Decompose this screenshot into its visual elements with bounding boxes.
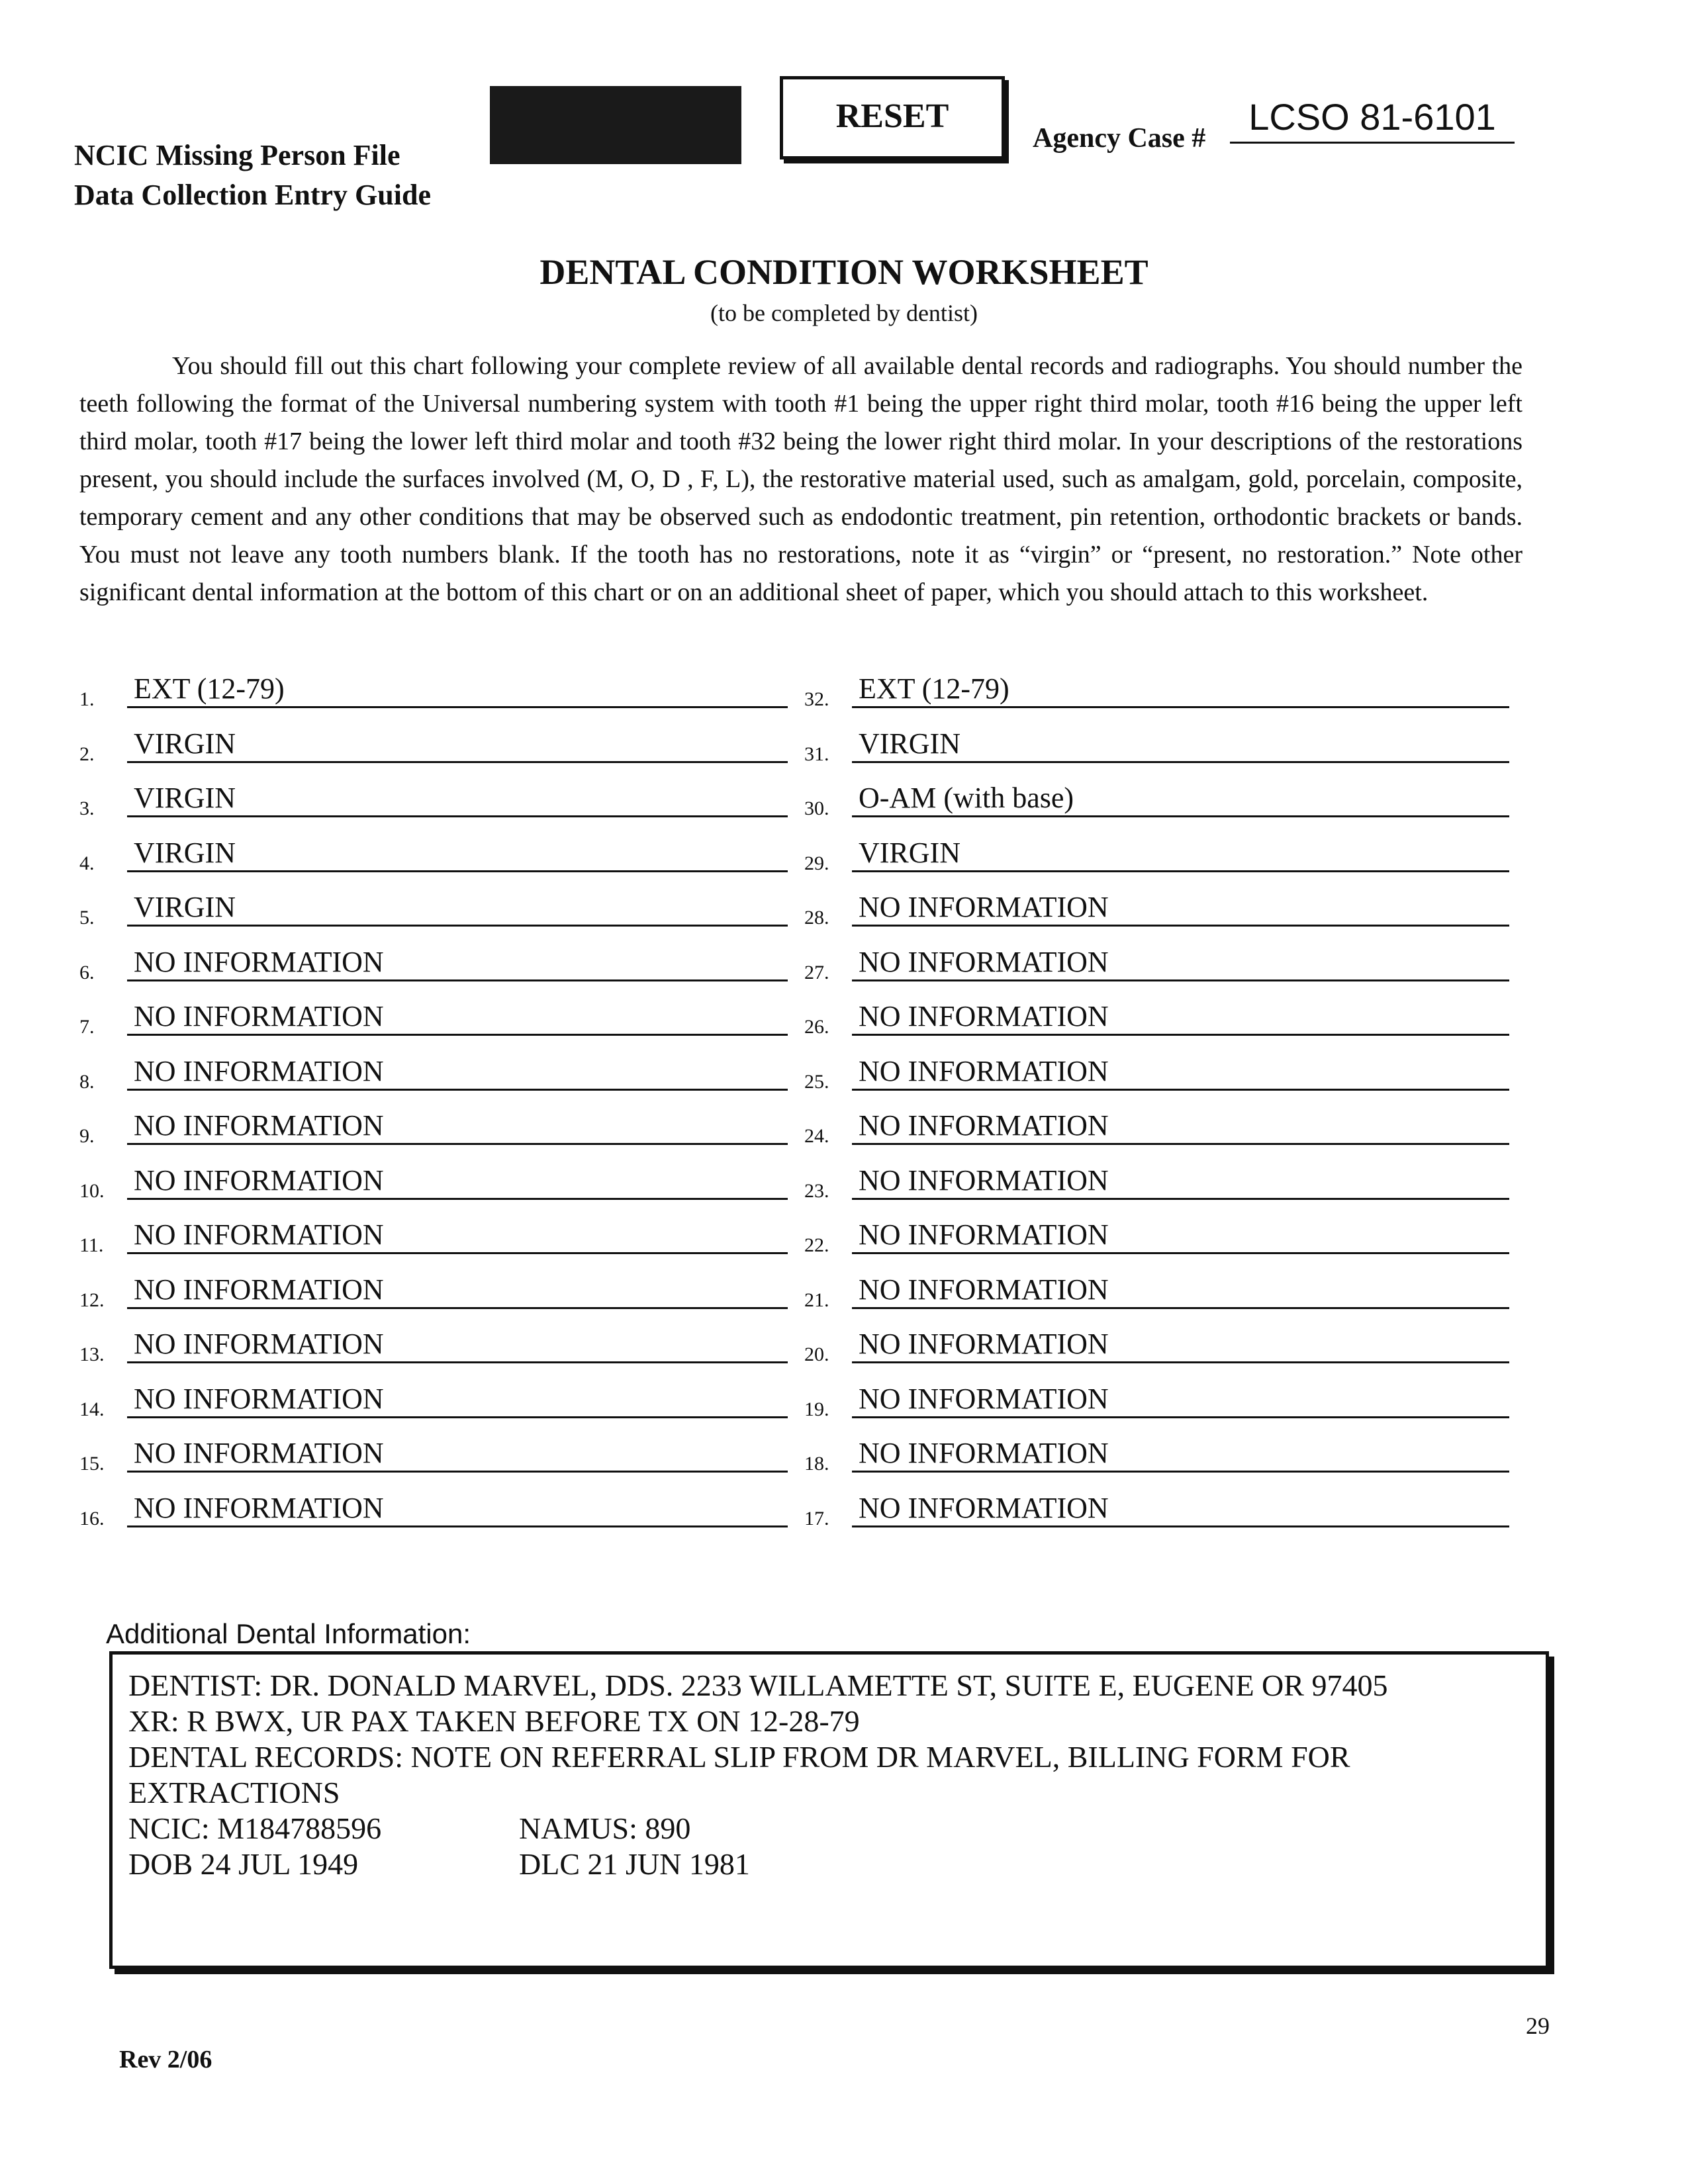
tooth-condition-field[interactable]: NO INFORMATION (127, 1436, 788, 1473)
tooth-number: 31. (804, 743, 829, 765)
form-header-line2: Data Collection Entry Guide (74, 179, 431, 211)
tooth-condition-field[interactable]: NO INFORMATION (127, 1109, 788, 1145)
tooth-number: 13. (79, 1343, 105, 1365)
tooth-row (804, 1324, 1509, 1363)
tooth-number: 11. (79, 1234, 104, 1256)
tooth-condition-field[interactable]: NO INFORMATION (127, 1218, 788, 1254)
tooth-condition-field[interactable]: NO INFORMATION (127, 1491, 788, 1527)
tooth-row (804, 833, 1509, 872)
namus-number: NAMUS: 890 (519, 1811, 691, 1845)
tooth-row (804, 887, 1509, 927)
tooth-row (804, 1379, 1509, 1418)
reset-button[interactable]: RESET (780, 76, 1005, 159)
tooth-condition-field[interactable]: NO INFORMATION (127, 1382, 788, 1418)
tooth-row (804, 723, 1509, 763)
tooth-row (804, 1214, 1509, 1254)
revision-label: Rev 2/06 (119, 2046, 212, 2073)
redaction-block (490, 86, 741, 164)
tooth-number: 20. (804, 1343, 829, 1365)
agency-case-field[interactable]: LCSO 81-6101 (1230, 93, 1515, 144)
instructions (79, 347, 1523, 612)
tooth-condition-field[interactable]: NO INFORMATION (852, 890, 1509, 927)
tooth-row (79, 1051, 788, 1091)
tooth-condition-field[interactable]: NO INFORMATION (127, 945, 788, 981)
tooth-number: 9. (79, 1125, 95, 1147)
tooth-condition-field[interactable]: NO INFORMATION (852, 1218, 1509, 1254)
tooth-row (804, 1051, 1509, 1091)
tooth-condition-field[interactable]: NO INFORMATION (852, 1491, 1509, 1527)
tooth-number: 14. (79, 1398, 105, 1420)
tooth-condition-field[interactable]: NO INFORMATION (852, 1054, 1509, 1091)
date-of-birth: DOB 24 JUL 1949 (128, 1847, 359, 1881)
tooth-number: 21. (804, 1289, 829, 1311)
tooth-row (79, 1379, 788, 1418)
ncic-number: NCIC: M184788596 (128, 1811, 382, 1845)
tooth-row (79, 668, 788, 708)
tooth-number: 16. (79, 1507, 105, 1529)
additional-info-label: Additional Dental Information: (106, 1618, 471, 1649)
tooth-number: 25. (804, 1070, 829, 1093)
tooth-condition-field[interactable]: VIRGIN (852, 727, 1509, 763)
tooth-number: 6. (79, 961, 95, 983)
additional-row-dates (128, 1846, 1530, 1882)
tooth-row (804, 942, 1509, 981)
tooth-row (79, 1433, 788, 1473)
tooth-condition-field[interactable]: NO INFORMATION (852, 1436, 1509, 1473)
tooth-row (804, 1105, 1509, 1145)
tooth-number: 8. (79, 1070, 95, 1093)
tooth-row (804, 1433, 1509, 1473)
tooth-row (79, 1488, 788, 1527)
tooth-number: 15. (79, 1453, 105, 1475)
instructions-text: You should fill out this chart following your complete review of all available dental records and radiographs. You should number the teeth following the format of the Universal numbering system with tooth #1 being the upper right third molar, tooth #16 being the upper left third molar, tooth #17 being the lower left third molar and tooth #32 being the lower right third molar. In your descriptions of the restorations present, you should include the surfaces involved (M, O, D , F, L), the restorative material used, such as amalgam, gold, porcelain, composite, temporary cement and any other conditions that may be observed such as endodontic treatment, pin retention, orthodontic brackets or bands. You must not leave any tooth numbers blank. If the tooth has no restorations, note it as “virgin” or “present, no restoration.” Note other significant dental information at the bottom of this chart or on an additional sheet of paper, which you should attach to this worksheet. (79, 352, 1523, 606)
tooth-row (79, 996, 788, 1036)
tooth-condition-field[interactable]: NO INFORMATION (127, 999, 788, 1036)
tooth-row (804, 1160, 1509, 1200)
tooth-condition-field[interactable]: VIRGIN (127, 727, 788, 763)
tooth-row (804, 778, 1509, 817)
additional-row-ids (128, 1811, 1530, 1846)
tooth-number: 19. (804, 1398, 829, 1420)
tooth-condition-field[interactable]: VIRGIN (852, 836, 1509, 872)
tooth-number: 22. (804, 1234, 829, 1256)
tooth-condition-field[interactable]: O-AM (with base) (852, 781, 1509, 817)
additional-info-field[interactable] (109, 1651, 1549, 1969)
tooth-condition-field[interactable]: NO INFORMATION (852, 1327, 1509, 1363)
tooth-condition-field[interactable]: NO INFORMATION (852, 1382, 1509, 1418)
tooth-number: 4. (79, 852, 95, 874)
form-header (74, 136, 431, 215)
tooth-number: 12. (79, 1289, 105, 1311)
form-header-line1: NCIC Missing Person File (74, 139, 400, 171)
tooth-number: 23. (804, 1179, 829, 1202)
tooth-row (79, 1214, 788, 1254)
tooth-condition-field[interactable]: NO INFORMATION (127, 1273, 788, 1309)
tooth-condition-field[interactable]: NO INFORMATION (852, 945, 1509, 981)
page-number: 29 (1526, 2013, 1550, 2039)
tooth-number: 29. (804, 852, 829, 874)
tooth-number: 10. (79, 1179, 105, 1202)
tooth-condition-field[interactable]: NO INFORMATION (852, 1163, 1509, 1200)
tooth-condition-field[interactable]: NO INFORMATION (127, 1054, 788, 1091)
tooth-row (804, 1488, 1509, 1527)
tooth-row (79, 778, 788, 817)
tooth-condition-field[interactable]: NO INFORMATION (852, 1273, 1509, 1309)
tooth-number: 2. (79, 743, 95, 765)
tooth-number: 24. (804, 1125, 829, 1147)
page-title: DENTAL CONDITION WORKSHEET (539, 252, 1149, 292)
date-last-contact: DLC 21 JUN 1981 (519, 1847, 750, 1881)
tooth-condition-field[interactable]: NO INFORMATION (127, 1327, 788, 1363)
tooth-number: 7. (79, 1016, 95, 1038)
tooth-row (79, 942, 788, 981)
tooth-condition-field[interactable]: NO INFORMATION (852, 999, 1509, 1036)
tooth-number: 32. (804, 688, 829, 710)
tooth-number: 27. (804, 961, 829, 983)
additional-line-dentist: DENTIST: DR. DONALD MARVEL, DDS. 2233 WILLAMETTE ST, SUITE E, EUGENE OR 97405 (128, 1668, 1388, 1702)
additional-line-extractions: EXTRACTIONS (128, 1776, 340, 1809)
tooth-row (79, 1160, 788, 1200)
tooth-number: 5. (79, 907, 95, 929)
tooth-condition-field[interactable]: NO INFORMATION (852, 1109, 1509, 1145)
tooth-row (79, 1324, 788, 1363)
agency-case-label: Agency Case # (1033, 123, 1206, 154)
additional-line-xr: XR: R BWX, UR PAX TAKEN BEFORE TX ON 12-28-79 (128, 1704, 860, 1738)
tooth-condition-field[interactable]: VIRGIN (127, 890, 788, 927)
tooth-row (79, 723, 788, 763)
tooth-number: 26. (804, 1016, 829, 1038)
tooth-row (79, 887, 788, 927)
tooth-number: 30. (804, 797, 829, 819)
tooth-condition-field[interactable]: EXT (12-79) (852, 672, 1509, 708)
tooth-row (804, 668, 1509, 708)
tooth-condition-field[interactable]: VIRGIN (127, 781, 788, 817)
tooth-number: 28. (804, 907, 829, 929)
tooth-number: 3. (79, 797, 95, 819)
tooth-row (79, 833, 788, 872)
tooth-number: 1. (79, 688, 95, 710)
tooth-number: 18. (804, 1453, 829, 1475)
tooth-row (804, 1269, 1509, 1309)
additional-line-records: DENTAL RECORDS: NOTE ON REFERRAL SLIP FROM DR MARVEL, BILLING FORM FOR (128, 1740, 1350, 1774)
tooth-row (79, 1105, 788, 1145)
tooth-row (804, 996, 1509, 1036)
tooth-row (79, 1269, 788, 1309)
tooth-condition-field[interactable]: NO INFORMATION (127, 1163, 788, 1200)
tooth-condition-field[interactable]: VIRGIN (127, 836, 788, 872)
page-subtitle: (to be completed by dentist) (710, 300, 978, 326)
tooth-number: 17. (804, 1507, 829, 1529)
tooth-condition-field[interactable]: EXT (12-79) (127, 672, 788, 708)
